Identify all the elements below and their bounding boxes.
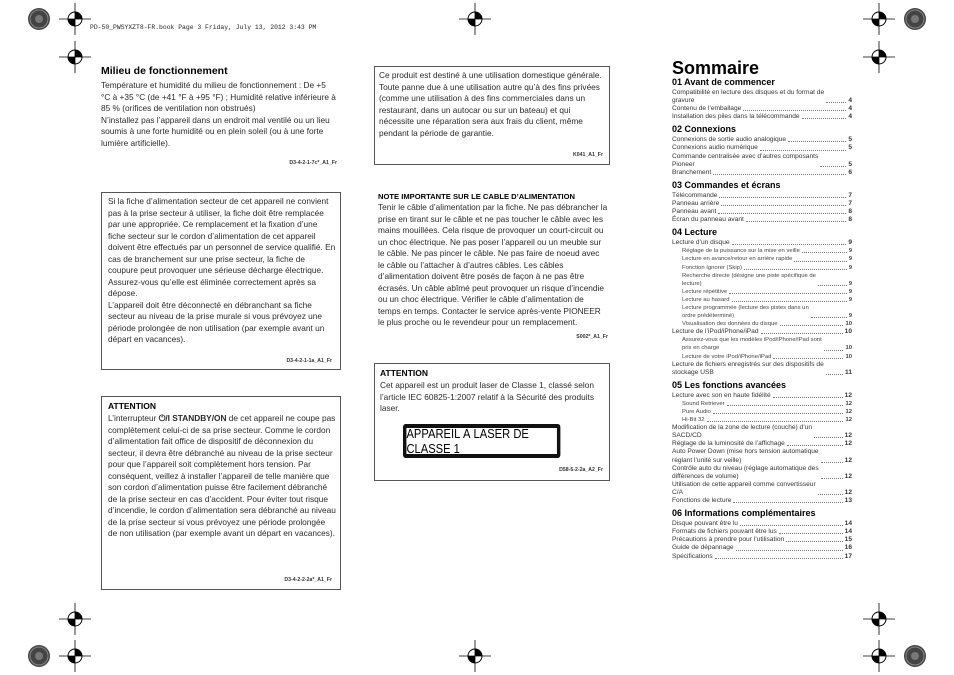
toc-page-number: 17	[844, 552, 852, 560]
toc-entry-text: Recherche directe (désigne une piste spécifique de lecture)	[682, 272, 816, 287]
registration-mark-left-upper	[58, 40, 92, 74]
toc-section-title: 03 Commandes et écrans	[672, 179, 781, 190]
registration-mark-top-center	[458, 2, 492, 36]
toc-entry-text: Disque pouvant être lu	[672, 520, 738, 528]
toc-entry[interactable]	[672, 465, 852, 481]
toc-leader-dots	[713, 413, 844, 414]
toc-entry-text: Lecture en avance/retour en arrière rapide	[682, 256, 793, 263]
toc-page-number: 9	[848, 313, 852, 320]
toc-entry[interactable]	[672, 208, 852, 216]
toc-section-title: 01 Avant de commencer	[672, 77, 775, 87]
toc-entry[interactable]	[672, 392, 852, 400]
domestic-text: Ce produit est destiné à une utilisation domestique générale. Toute panne due à une utilisation autre qu’à des fins privées (comme une utilisation à des fins commerciales dans un restaurant, dans un autocar ou sur un bateau) et qui nécessite une réparation sera aux frais du client, même pendant la période de garantie.	[379, 70, 602, 138]
toc-leader-dots	[732, 301, 847, 302]
toc-page-number: 12	[845, 409, 852, 415]
toc-leader-dots	[713, 174, 846, 175]
toc-entry[interactable]	[672, 544, 852, 552]
toc-entry[interactable]	[672, 153, 852, 169]
toc-entry[interactable]	[672, 89, 852, 105]
toc-leader-dots	[786, 541, 842, 542]
toc-entry[interactable]	[672, 105, 852, 113]
toc-entry[interactable]	[672, 136, 852, 144]
toc-entry-text: Télécommande	[672, 191, 718, 199]
toc-leader-dots	[719, 197, 846, 198]
toc-page-number: 7	[848, 199, 852, 207]
toc-page-number: 12	[844, 440, 852, 448]
cable-text: Tenir le câble d’alimentation par la fiche. Ne pas débrancher la prise en tirant sur le câble et ne pas toucher le câble avec les mains mouillées. Cela risque de provoquer un court-circuit ou un choc électrique. Ne pas poser l’appareil ou un meuble sur le câble. Ne pas pincer le câble. Ne pas faire de noeud avec le câble ou l’attacher à d’autres câbles. Les câbles d’alimentation doivent être posés de façon à ne pas être écrasés. Un câble abîmé peut provoquer un risque d’incendie ou un choc électrique. Vérifier le câble d’alimentation de temps en temps. Contacter le service après-vente PIONEER le plus proche ou le revendeur pour un remplacement.	[378, 202, 608, 327]
toc-entry-text: Réglage de la puissance sur la mise en veille	[682, 248, 800, 255]
attention-title: ATTENTION	[108, 401, 157, 411]
toc-page-number: 12	[844, 391, 852, 399]
toc-subentry[interactable]	[672, 255, 852, 263]
fiche-text: Si la fiche d’alimentation secteur de cet appareil ne convient pas à la prise secteur à utiliser, la fiche doit être remplacée par une appropriée. Ce remplacement et la fixation d’une fiche secteur sur le cordon d’alimentation de cet appareil doivent être effectués par un personnel de service qualifié. En cas de branchement sur une prise secteur, la fiche de coupure peut provoquer une sérieuse décharge électrique. Assurez-vous qu’elle est éliminée correctement après sa dépose. L’appareil doit être déconnecté en débranchant sa fiche secteur au niveau de la prise murale si vous prévoyez une période prolongée de non utilisation (par exemple avant un départ en vacances).	[108, 196, 336, 344]
toc-page-number: 6	[848, 168, 852, 176]
toc-page-number: 11	[845, 368, 852, 376]
toc-entry[interactable]	[672, 113, 852, 121]
toc-page-number: 8	[848, 216, 852, 224]
attention-text: de cet appareil ne coupe pas complètement celui-ci de sa prise secteur. Comme le cordon d’alimentation fait office de dispositif de déconnexion du secteur, il devra être débranché au niveau de la prise secteur pour que l’appareil soit complètement hors tension. Par conséquent, veillez à installer l’appareil de telle manière que son cordon d’alimentation puisse être facilement débranché de la prise secteur en cas d’accident. Pour éviter tout risque d’incendie, le cordon d’alimentation sera débranché au niveau de la prise secteur si vous prévoyez une période prolongée de non utilisation (par exemple avant un départ en vacances).	[108, 413, 336, 538]
toc-list	[672, 77, 852, 561]
toc-entry-text: Assurez-vous que les modèles iPod/iPhone/iPad sont pris en charge	[682, 337, 822, 352]
toc-leader-dots	[779, 533, 843, 534]
fiche-code: D3-4-2-1-1a_A1_Fr	[286, 358, 332, 364]
toc-leader-dots	[802, 118, 847, 119]
toc-leader-dots	[820, 166, 846, 167]
toc-page-number: 12	[844, 488, 852, 496]
toc-entry-text: Écran du panneau avant	[672, 216, 744, 224]
standby-icon: ⏻	[158, 413, 166, 423]
toc-page-number: 7	[848, 191, 852, 199]
toc-entry-text: Lecture de votre iPod/iPhone/iPad	[682, 353, 772, 360]
registration-mark-bottom-right	[862, 639, 896, 673]
toc-entry[interactable]	[672, 497, 852, 505]
toc-subentry[interactable]	[672, 296, 852, 304]
toc-leader-dots	[761, 333, 843, 334]
toc-title: Sommaire	[672, 58, 760, 78]
toc-entry-text: Formats de fichiers pouvant être lus	[672, 528, 777, 536]
toc-page-number: 14	[844, 528, 852, 536]
registration-mark-top-right	[862, 2, 896, 36]
toc-leader-dots	[744, 269, 847, 270]
toc-entry-text: Compatibilité en lecture des disques et du format de gravure	[672, 89, 825, 105]
toc-leader-dots	[715, 558, 843, 559]
toc-section-title: 02 Connexions	[672, 124, 737, 135]
toc-page-number: 13	[844, 497, 852, 505]
toc-entry-text: Hi-Bit 32	[682, 417, 705, 424]
toc-entry-text: Pure Audio	[682, 409, 711, 415]
toc-entry-text: Fonctions de lecture	[672, 497, 732, 505]
toc-entry-text: Lecture au hasard	[682, 296, 730, 303]
toc-entry-text: Installation des piles dans la télécommande	[672, 113, 800, 121]
milieu-title: Milieu de fonctionnement	[101, 65, 228, 77]
milieu-code: D3-4-2-1-7c*_A1_Fr	[289, 160, 337, 166]
toc-subentry[interactable]	[672, 353, 852, 361]
color-dot-bottom-left	[22, 639, 56, 673]
book-header-line: PD-50_PWSYXZT8-FR.book Page 3 Friday, July 13, 2012 3:43 PM	[90, 24, 317, 31]
toc-entry-text: Lecture répétitive	[682, 288, 728, 295]
toc-entry[interactable]	[672, 216, 852, 224]
toc-entry-text: Connexions audio numérique	[672, 144, 758, 152]
toc-entry[interactable]	[672, 144, 852, 152]
toc-leader-dots	[811, 317, 847, 318]
toc-page-number: 9	[848, 280, 852, 287]
toc-leader-dots	[818, 285, 847, 286]
attention-code: D3-4-2-2-2a*_A1_Fr	[284, 577, 332, 583]
attention-text-block	[108, 413, 336, 540]
toc-page-number: 9	[848, 264, 852, 271]
toc-page-number: 10	[845, 345, 852, 352]
toc-leader-dots	[787, 445, 843, 446]
toc-leader-dots	[788, 141, 846, 142]
toc-entry[interactable]	[672, 239, 852, 247]
toc-page-number: 5	[848, 144, 852, 152]
attention-box	[101, 396, 341, 590]
toc-subentry[interactable]	[672, 272, 852, 288]
toc-page-number: 12	[844, 432, 852, 440]
domestic-code: K041_A1_Fr	[573, 152, 603, 158]
toc-entry-text: Réglage de la luminosité de l’affichage	[672, 440, 785, 448]
registration-mark-right-lower	[862, 602, 896, 636]
toc-page-number: 12	[845, 417, 852, 424]
toc-leader-dots	[746, 221, 846, 222]
toc-entry[interactable]	[672, 328, 852, 336]
toc-entry-text: Lecture de l’iPod/iPhone/iPad	[672, 328, 759, 336]
registration-mark-left-lower	[58, 602, 92, 636]
milieu-text: Température et humidité du milieu de fonctionnement : De +5 °C à +35 °C (de +41 °F à +95 °F) ; Humidité relative inférieure à 85 % (orifices de ventilation non obstrués) N’installez pas l’appareil dans un endroit mal ventilé ou un lieu soumis à une forte humidité ou en plein soleil (ou à une forte lumière artificielle).	[101, 80, 336, 148]
fiche-box	[101, 192, 341, 370]
toc-page-number: 12	[844, 456, 852, 464]
toc-page-number: 12	[844, 472, 852, 480]
toc-page-number: 9	[848, 288, 852, 295]
toc-subentry[interactable]	[672, 320, 852, 328]
toc-subentry[interactable]	[672, 264, 852, 272]
toc-page-number: 9	[848, 239, 852, 247]
toc-entry-text: Spécifications	[672, 552, 713, 560]
toc-entry-text: Fonction Ignorer (Skip)	[682, 264, 742, 271]
toc-leader-dots	[732, 244, 847, 245]
toc-entry[interactable]	[672, 448, 852, 464]
toc-leader-dots	[826, 374, 843, 375]
toc-leader-dots	[721, 205, 846, 206]
toc-page-number: 10	[845, 353, 852, 360]
toc-entry[interactable]	[672, 424, 852, 440]
toc-entry[interactable]	[672, 520, 852, 528]
toc-entry-text: Précautions à prendre pour l’utilisation	[672, 536, 785, 544]
toc-page-number: 16	[844, 544, 852, 552]
toc-entry-text: Lecture avec son en haute fidélité	[672, 391, 771, 399]
toc-entry-text: Lecture programmée (lecture des pistes dans un ordre prédéterminé)	[682, 304, 809, 320]
toc-leader-dots	[718, 213, 846, 214]
toc-page-number: 9	[848, 296, 852, 303]
toc-entry-text: Panneau arrière	[672, 199, 720, 207]
toc-entry-text: Sound Retriever	[682, 400, 725, 407]
toc-page-number: 14	[844, 520, 852, 528]
toc-leader-dots	[802, 252, 847, 253]
attention-switch: /I STANDBY/ON	[165, 413, 227, 423]
cable-title: NOTE IMPORTANTE SUR LE CABLE D’ALIMENTATION	[378, 192, 576, 201]
toc-leader-dots	[773, 397, 843, 398]
toc-entry[interactable]	[672, 481, 852, 497]
toc-subentry[interactable]	[672, 408, 852, 416]
toc-entry[interactable]	[672, 361, 852, 377]
toc-leader-dots	[818, 494, 843, 495]
toc-entry-text: Auto Power Down (mise hors tension automatique réglant l’unité sur veille)	[672, 448, 819, 464]
toc-entry-text: Visualisation des données du disque	[682, 321, 778, 328]
toc-leader-dots	[740, 525, 843, 526]
toc-leader-dots	[727, 405, 844, 406]
color-dot-top-right	[898, 2, 932, 36]
toc-entry[interactable]	[672, 553, 852, 561]
toc-leader-dots	[743, 110, 846, 111]
attention-pre: L’interrupteur	[108, 413, 159, 423]
toc-leader-dots	[814, 437, 843, 438]
laser-text: Cet appareil est un produit laser de Classe 1, classé selon l’article IEC 60825-1:2007 relatif à la Sécurité des produits laser.	[380, 380, 594, 413]
toc-page-number: 8	[848, 208, 852, 216]
laser-title: ATTENTION	[380, 368, 429, 378]
toc-entry[interactable]	[672, 528, 852, 536]
toc-leader-dots	[729, 293, 847, 294]
toc-leader-dots	[707, 421, 844, 422]
toc-page-number: 9	[848, 248, 852, 255]
registration-mark-top-left	[58, 2, 92, 36]
registration-mark-bottom-left	[58, 639, 92, 673]
toc-entry[interactable]	[672, 536, 852, 544]
toc-leader-dots	[826, 102, 846, 103]
toc-entry-text: Contenu de l’emballage	[672, 105, 742, 113]
toc-leader-dots	[736, 550, 843, 551]
toc-page-number: 9	[848, 256, 852, 263]
toc-entry-text: Lecture de fichiers enregistrés sur des dispositifs de stockage USB	[672, 360, 824, 376]
registration-mark-right-upper	[862, 40, 896, 74]
laser-box	[374, 363, 610, 481]
toc-entry[interactable]	[672, 169, 852, 177]
laser-class-label: APPAREIL À LASER DE CLASSE 1	[403, 424, 560, 458]
toc-leader-dots	[780, 325, 844, 326]
toc-entry[interactable]	[672, 440, 852, 448]
toc-entry-text: Connexions de sortie audio analogique	[672, 136, 787, 144]
toc-leader-dots	[821, 462, 843, 463]
toc-entry-text: Branchement	[672, 168, 712, 176]
domestic-box	[374, 66, 610, 165]
toc-page-number: 5	[848, 160, 852, 168]
toc-leader-dots	[733, 502, 842, 503]
toc-entry-text: Utilisation de cette appareil comme convertisseur C/A	[672, 480, 816, 496]
toc-page-number: 4	[848, 97, 852, 105]
toc-page-number: 10	[845, 321, 852, 328]
toc-subentry[interactable]	[672, 247, 852, 255]
toc-leader-dots	[824, 350, 844, 351]
toc-section-title: 06 Informations complémentaires	[672, 508, 816, 519]
toc-entry-text: Commande centralisée avec d’autres composants Pioneer	[672, 152, 819, 168]
toc-subentry[interactable]	[672, 416, 852, 424]
toc-page-number: 15	[844, 536, 852, 544]
toc-page-number: 4	[848, 105, 852, 113]
registration-mark-bottom-center	[458, 639, 492, 673]
color-dot-bottom-right	[898, 639, 932, 673]
toc-entry-text: Panneau avant	[672, 208, 717, 216]
laser-code: D58-5-2-2a_A2_Fr	[559, 467, 603, 473]
toc-entry-text: Modification de la zone de lecture (couche) d’un SACD/CD	[672, 424, 813, 440]
toc-entry-text: Contrôle auto du niveau (réglage automatique des différences de volume)	[672, 464, 819, 480]
toc-subentry[interactable]	[672, 288, 852, 296]
cable-code: S002*_A1_Fr	[576, 334, 608, 340]
toc-page-number: 5	[848, 136, 852, 144]
toc-page-number: 12	[845, 400, 852, 407]
toc-entry[interactable]	[672, 200, 852, 208]
toc-section-title: 05 Les fonctions avancées	[672, 379, 787, 390]
toc-entry[interactable]	[672, 192, 852, 200]
toc-leader-dots	[794, 261, 846, 262]
toc-page-number: 4	[848, 113, 852, 121]
toc-leader-dots	[821, 478, 843, 479]
toc-subentry[interactable]	[672, 304, 852, 320]
color-dot-top-left	[22, 2, 56, 36]
toc-subentry[interactable]	[672, 400, 852, 408]
toc-leader-dots	[760, 150, 847, 151]
toc-page-number: 10	[844, 328, 852, 336]
toc-section-title: 04 Lecture	[672, 227, 718, 238]
toc-entry-text: Lecture d’un disque	[672, 239, 730, 247]
toc-subentry[interactable]	[672, 336, 852, 352]
toc-entry-text: Guide de dépannage	[672, 544, 734, 552]
toc-leader-dots	[773, 358, 843, 359]
